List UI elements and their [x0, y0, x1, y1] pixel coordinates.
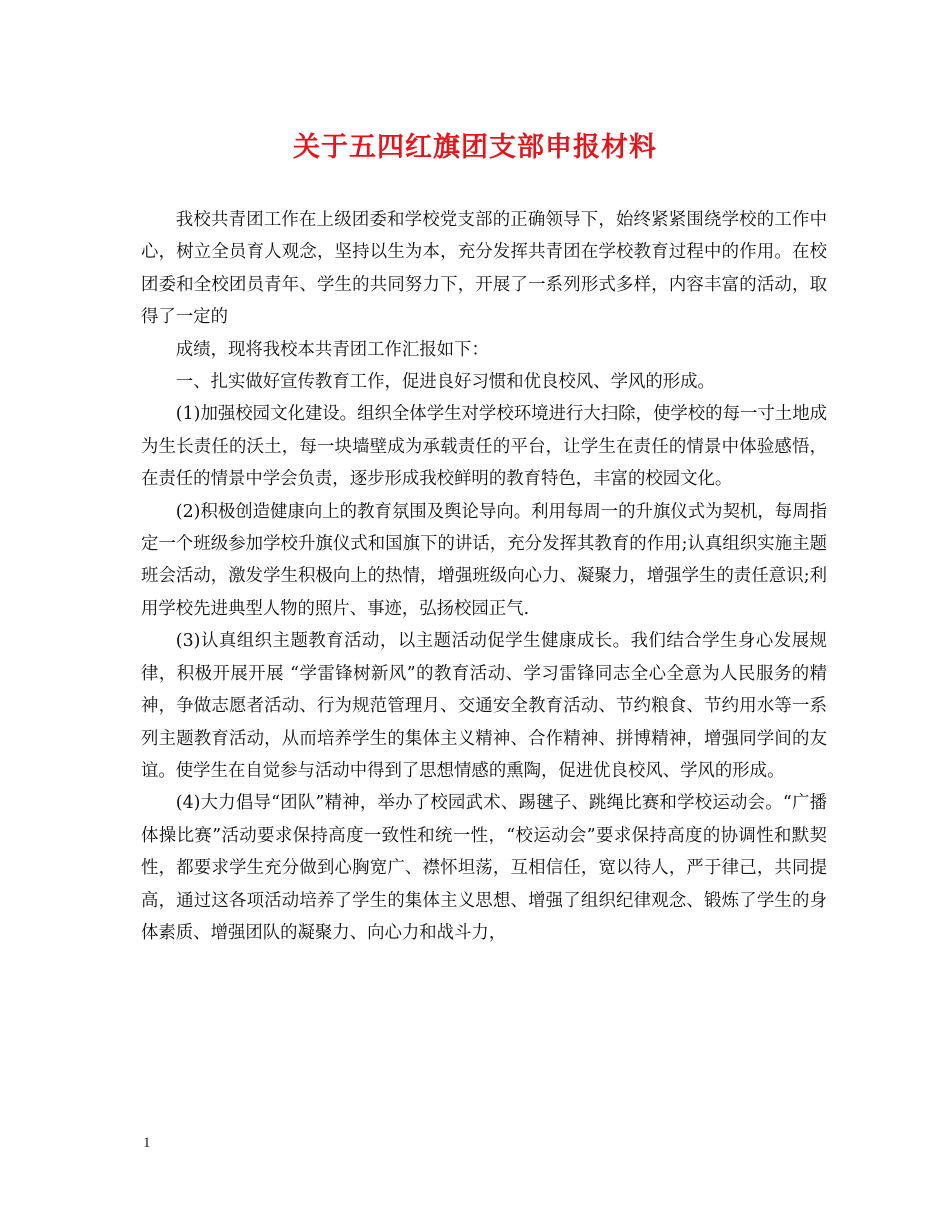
document-title: 关于五四红旗团支部申报材料	[293, 132, 657, 163]
paragraph-item-3: (3)认真组织主题教育活动，以主题活动促学生健康成长。我们结合学生身心发展规律，积极开展开展 “学雷锋树新风”的教育活动、学习雷锋同志全心全意为人民服务的精神，争做志愿者活动、行为规范管理月、交通安全教育活动、节约粮食、节约用水等一系列主题教育活动，从而培养学生的集体主义精神、合作精神、拼博精神，增强同学间的友谊。使学生在自觉参与活动中得到了思想情感的熏陶，促进优良校风、学风的形成。	[141, 631, 827, 781]
paragraph-item-4: (4)大力倡导“团队”精神，举办了校园武术、踢毽子、跳绳比赛和学校运动会。“广播体操比赛”活动要求保持高度一致性和统一性，“校运动会”要求保持高度的协调性和默契性，都要求学生充分做到心胸宽广、襟怀坦荡，互相信任，宽以待人，严于律己，共同提高，通过这各项活动培养了学生的集体主义思想、增强了组织纪律观念、锻炼了学生的身体素质、增强团队的凝聚力、向心力和战斗力，	[141, 793, 827, 943]
paragraph-item-1: (1)加强校园文化建设。组织全体学生对学校环境进行大扫除，使学校的每一寸土地成为生长责任的沃土，每一块墙壁成为承载责任的平台，让学生在责任的情景中体验感悟，在责任的情景中学会负责，逐步形成我校鲜明的教育特色，丰富的校园文化。	[141, 404, 827, 490]
paragraph-intro: 我校共青团工作在上级团委和学校党支部的正确领导下，始终紧紧围绕学校的工作中心，树立全员育人观念，坚持以生为本，充分发挥共青团在学校教育过程中的作用。在校团委和全校团员青年、学生的共同努力下，开展了一系列形式多样，内容丰富的活动，取得了一定的	[141, 210, 827, 328]
page-number: 1	[143, 1135, 151, 1151]
section-heading-1: 一、扎实做好宣传教育工作，促进良好习惯和优良校风、学风的形成。	[175, 372, 715, 393]
paragraph-report-lead: 成绩，现将我校本共青团工作汇报如下：	[175, 339, 489, 360]
paragraph-item-2: (2)积极创造健康向上的教育氛围及舆论导向。利用每周一的升旗仪式为契机，每周指定一个班级参加学校升旗仪式和国旗下的讲话，充分发挥其教育的作用;认真组织实施主题班会活动，激发学生积极向上的热情，增强班级向心力、凝聚力，增强学生的责任意识;利用学校先进典型人物的照片、事迹，弘扬校园正气.	[141, 501, 827, 619]
document-body	[141, 204, 827, 949]
